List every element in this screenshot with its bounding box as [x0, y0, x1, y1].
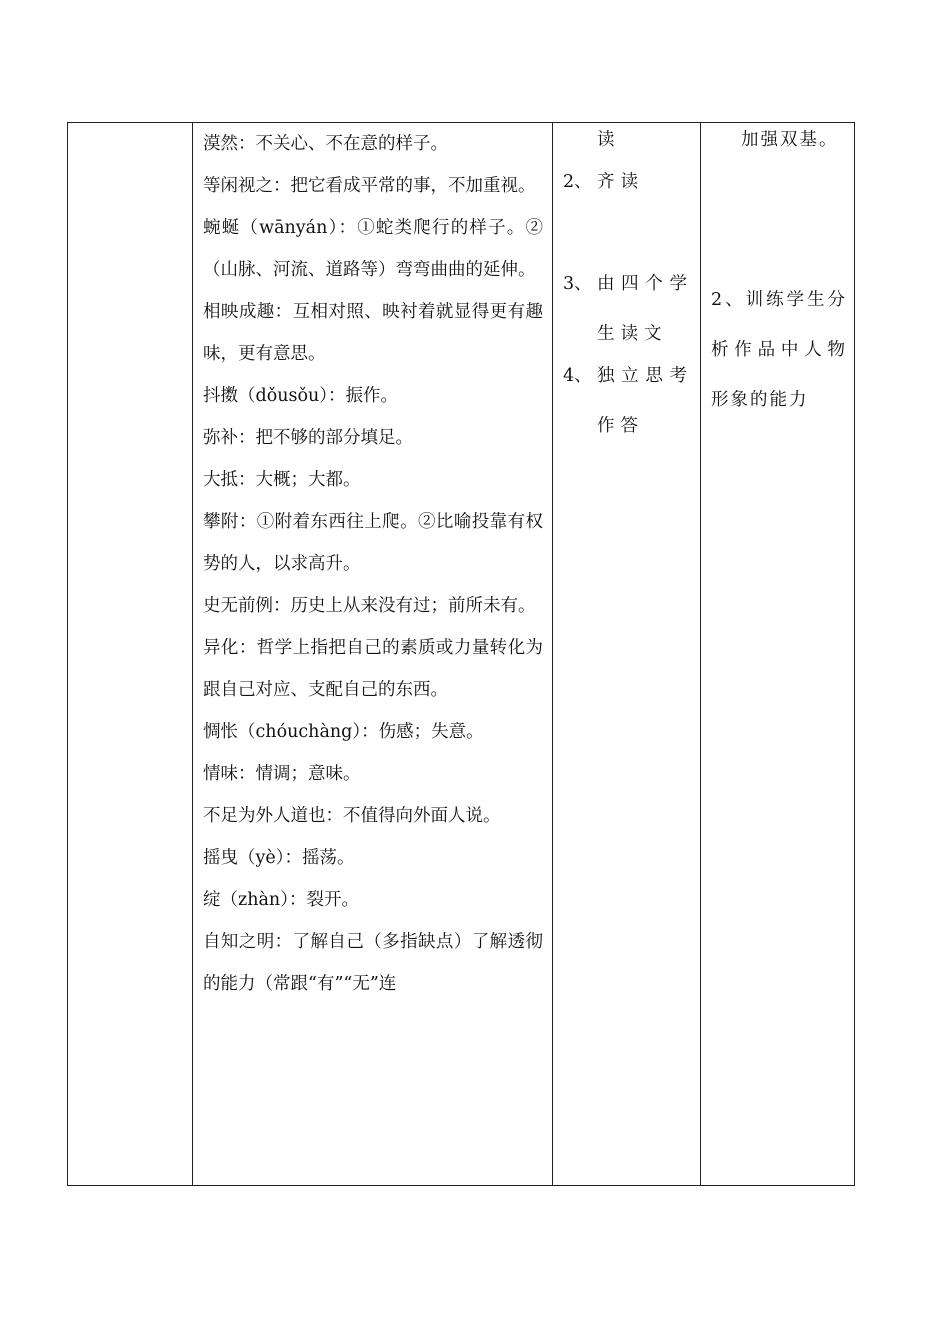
vocab-entry: 摇曳（yè）：摇荡。 [203, 848, 355, 868]
vocab-entry: 异化：哲学上指把自己的素质或力量转化为跟自己对应、支配自己的东西。 [203, 638, 543, 700]
activity-number: 4、 [563, 366, 592, 386]
table-row [68, 123, 855, 1186]
vocab-entry: 惆怅（chóuchàng）：伤感；失意。 [203, 722, 484, 742]
vocab-entry: 弥补：把不够的部分填足。 [203, 428, 413, 448]
vocab-entry: 等闲视之：把它看成平常的事，不加重视。 [203, 176, 536, 196]
vocab-entry: 不足为外人道也：不值得向外面人说。 [203, 806, 501, 826]
vocab-entry: 情味：情调；意味。 [203, 764, 361, 784]
objective-item: 2、训练学生分析作品中人物形象的能力 [711, 290, 847, 410]
vocab-entry: 史无前例：历史上从来没有过；前所未有。 [203, 596, 536, 616]
objectives-cell [701, 123, 855, 1186]
activity-item [563, 157, 693, 207]
vocabulary-cell [193, 123, 553, 1186]
vocab-entry: 自知之明：了解自己（多指缺点）了解透彻的能力（常跟“有”“无”连 [203, 932, 543, 994]
vocab-entry: 蜿蜒（wānyán）：①蛇类爬行的样子。②（山脉、河流、道路等）弯弯曲曲的延伸。 [203, 218, 543, 280]
lesson-plan-table [67, 122, 855, 1186]
activity-item [563, 259, 693, 359]
activity-text: 独立思考作答 [597, 366, 693, 436]
activity-number: 2、 [563, 172, 592, 192]
activity-text: 由四个学生读文 [597, 274, 693, 344]
vocab-entry: 绽（zhàn）：裂开。 [203, 890, 359, 910]
activity-item [563, 351, 693, 451]
vocab-entry: 漠然：不关心、不在意的样子。 [203, 134, 448, 154]
empty-section-cell [68, 123, 193, 1186]
vocab-entry: 攀附：①附着东西往上爬。②比喻投靠有权势的人，以求高升。 [203, 512, 543, 574]
vocab-entry: 抖擞（dǒusǒu）：振作。 [203, 386, 399, 406]
vocab-entry: 相映成趣：互相对照、映衬着就显得更有趣味，更有意思。 [203, 302, 543, 364]
objective-continued: 加强双基。 [741, 130, 839, 150]
activity-text: 齐读 [597, 172, 644, 192]
activity-number: 3、 [563, 274, 592, 294]
activity-text: 读 [597, 130, 621, 150]
vocab-entry: 大抵：大概；大都。 [203, 470, 361, 490]
activities-cell [553, 123, 701, 1186]
